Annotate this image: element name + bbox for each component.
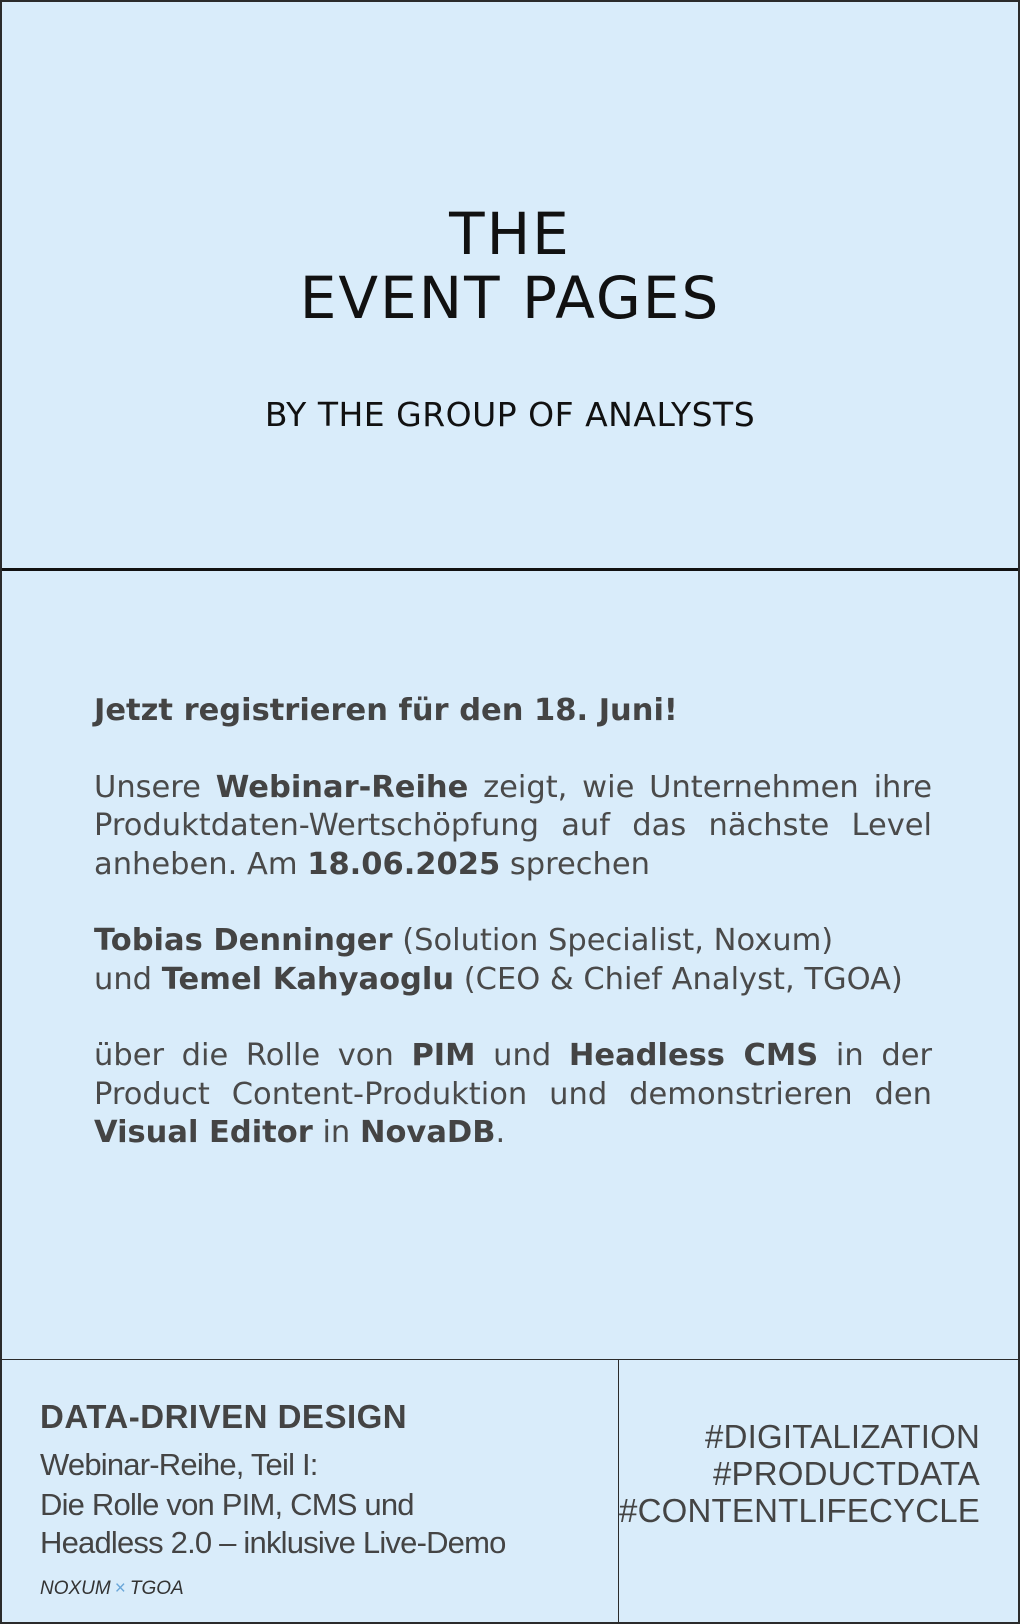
intro-text-1: Unsere xyxy=(94,769,216,805)
brand-noxum: NOXUM xyxy=(40,1578,111,1599)
footer-tags xyxy=(620,1360,1018,1623)
subtitle: BY THE GROUP OF ANALYSTS xyxy=(264,395,756,434)
footer-subtitle-line-2: Die Rolle von PIM, CMS und xyxy=(40,1487,414,1522)
footer-event-info xyxy=(2,1360,619,1623)
topic-paragraph xyxy=(94,1037,932,1153)
hashtag-list xyxy=(619,1418,980,1529)
speaker-1-name: Tobias Denninger xyxy=(94,923,393,958)
hashtag-contentlifecycle: #CONTENTLIFECYCLE xyxy=(619,1492,980,1529)
topic-text-2: und xyxy=(475,1038,569,1073)
header-section xyxy=(2,2,1018,571)
registration-headline: Jetzt registrieren für den 18. Juni! xyxy=(94,693,678,728)
topic-text-4: in xyxy=(312,1115,360,1150)
intro-bold-date: 18.06.2025 xyxy=(307,846,501,882)
speaker-1-role: (Solution Specialist, Noxum) xyxy=(392,923,834,958)
intro-text-2: zeigt, wie Unternehmen ihre Produktdaten-Wertschöpfung auf das nächste Level anheben. Am xyxy=(94,769,933,882)
footer-title: DATA-DRIVEN DESIGN xyxy=(40,1398,408,1435)
topic-bold-pim: PIM xyxy=(411,1038,476,1073)
footer-subtitle-line-3: Headless 2.0 – inklusive Live-Demo xyxy=(40,1525,506,1560)
title-line-2: EVENT PAGES xyxy=(299,264,721,332)
footer-section xyxy=(2,1359,1018,1623)
speakers-conjunction: und xyxy=(94,961,162,997)
brand-separator: × xyxy=(114,1578,126,1599)
footer-subtitle-line-1: Webinar-Reihe, Teil I: xyxy=(40,1447,318,1482)
topic-text-1: über die Rolle von xyxy=(94,1038,412,1073)
intro-bold-webinar: Webinar-Reihe xyxy=(215,769,469,805)
topic-text-3: in der Product Content-Produktion und demonstrieren den xyxy=(94,1038,932,1112)
topic-bold-headless: Headless CMS xyxy=(568,1038,819,1073)
speakers-paragraph xyxy=(94,922,932,999)
speaker-2-role: (CEO & Chief Analyst, TGOA) xyxy=(454,961,903,997)
hashtag-productdata: #PRODUCTDATA xyxy=(712,1455,980,1492)
hashtag-digitalization: #DIGITALIZATION xyxy=(705,1418,980,1455)
topic-bold-visual-editor: Visual Editor xyxy=(94,1115,313,1150)
intro-text-3: sprechen xyxy=(500,846,650,882)
brand-tgoa: TGOA xyxy=(129,1578,184,1599)
intro-paragraph xyxy=(94,769,932,885)
body-section xyxy=(94,692,932,1191)
speaker-2-name: Temel Kahyaoglu xyxy=(161,961,455,997)
title-line-1: THE xyxy=(449,200,571,268)
topic-text-5: . xyxy=(495,1115,506,1150)
partner-brands xyxy=(40,1578,184,1600)
topic-bold-novadb: NovaDB xyxy=(359,1115,496,1150)
